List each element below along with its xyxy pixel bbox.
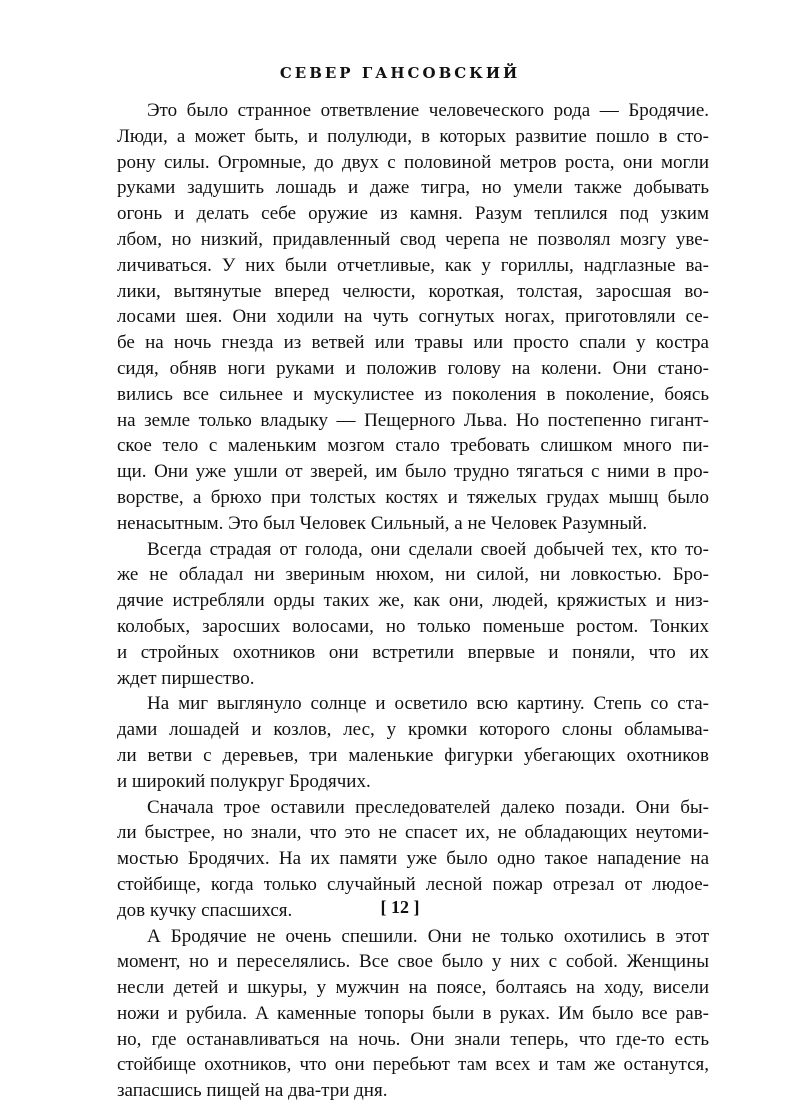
text-line: ворстве, а брюхо при толстых костях и тяжелых грудах мышц было bbox=[117, 486, 709, 508]
text-line: сидя, обняв ноги руками и положив голову на колени. Они стано- bbox=[117, 357, 709, 379]
text-line: же не обладал ни звериным нюхом, ни силой, ни ловкостью. Бро- bbox=[117, 564, 709, 586]
text-line: ждет пиршество. bbox=[117, 667, 255, 689]
text-line: ли быстрее, но знали, что это не спасет их, не обладающих неутоми- bbox=[117, 822, 709, 844]
text-line: дов кучку спасшихся. bbox=[117, 899, 293, 921]
text-line: ское тело с маленьким мозгом стало требовать слишком много пи- bbox=[117, 435, 709, 457]
text-line: Люди, а может быть, и полулюди, в которых развитие пошло в сто- bbox=[117, 125, 709, 147]
text-line: личиваться. У них были отчетливые, как у гориллы, надглазные ва- bbox=[117, 254, 709, 276]
text-line: запасшись пищей на два-три дня. bbox=[117, 1080, 388, 1102]
text-line: дами лошадей и козлов, лес, у кромки которого слоны обламыва- bbox=[117, 719, 709, 741]
text-line: щи. Они уже ушли от зверей, им было трудно тягаться с ними в про- bbox=[117, 461, 709, 483]
running-head: СЕВЕР ГАНСОВСКИЙ bbox=[279, 64, 521, 82]
text-line: но, где останавливаться на ночь. Они знали теперь, что где-то есть bbox=[117, 1028, 709, 1050]
text-line: бе на ночь гнезда из ветвей или травы или просто спали у костра bbox=[117, 332, 709, 354]
text-line: лики, вытянутые вперед челюсти, короткая, толстая, заросшая во- bbox=[117, 280, 709, 302]
text-line: стойбище, когда только случайный лесной пожар отрезал от людое- bbox=[117, 873, 709, 895]
text-line: колобых, заросших волосами, но только поменьше ростом. Тонких bbox=[117, 615, 709, 637]
text-line: мостью Бродячих. На их памяти уже было одно такое нападение на bbox=[117, 848, 709, 870]
paragraph-first-line: А Бродячие не очень спешили. Они не только охотились в этот bbox=[147, 925, 709, 947]
paragraph-first-line: На миг выглянуло солнце и осветило всю картину. Степь со ста- bbox=[147, 693, 709, 715]
text-line: и широкий полукруг Бродячих. bbox=[117, 770, 371, 792]
text-line: руками задушить лошадь и даже тигра, но умели также добывать bbox=[117, 177, 709, 199]
paragraph-first-line: Это было странное ответвление человеческого рода — Бродячие. bbox=[147, 100, 709, 121]
text-line: ножи и рубила. А каменные топоры были в руках. Им было все рав- bbox=[117, 1002, 709, 1024]
text-line: и стройных охотников они встретили впервые и поняли, что их bbox=[117, 641, 709, 663]
text-line: рону силы. Огромные, до двух с половиной метров роста, они могли bbox=[117, 151, 709, 173]
body-text bbox=[117, 98, 709, 1104]
paragraph-first-line: Сначала трое оставили преследователей далеко позади. Они бы- bbox=[147, 796, 709, 818]
text-line: лосами шея. Они ходили на чуть согнутых ногах, приготовляли се- bbox=[117, 306, 709, 328]
page-number: [ 12 ] bbox=[380, 897, 420, 917]
text-line: ненасытным. Это был Человек Сильный, а не Человек Разумный. bbox=[117, 512, 648, 534]
text-line: на земле только владыку — Пещерного Льва. Но постепенно гигант- bbox=[117, 409, 709, 431]
text-line: огонь и делать себе оружие из камня. Разум теплился под узким bbox=[117, 203, 709, 225]
text-line: дячие истребляли орды таких же, как они, людей, кряжистых и низ- bbox=[117, 590, 709, 612]
text-line: лбом, но низкий, придавленный свод черепа не позволял мозгу уве- bbox=[117, 228, 709, 250]
text-line: вились все сильнее и мускулистее из поколения в поколение, боясь bbox=[117, 383, 709, 405]
text-line: момент, но и переселялись. Все свое было у них с собой. Женщины bbox=[117, 951, 709, 973]
text-line: ли ветви с деревьев, три маленькие фигурки убегающих охотников bbox=[117, 744, 709, 766]
text-line: несли детей и шкуры, у мужчин на поясе, болтаясь на ходу, висели bbox=[117, 977, 709, 999]
paragraph-first-line: Всегда страдая от голода, они сделали своей добычей тех, кто то- bbox=[147, 538, 709, 560]
text-line: стойбище охотников, что они перебьют там всех и там же останутся, bbox=[117, 1054, 709, 1076]
